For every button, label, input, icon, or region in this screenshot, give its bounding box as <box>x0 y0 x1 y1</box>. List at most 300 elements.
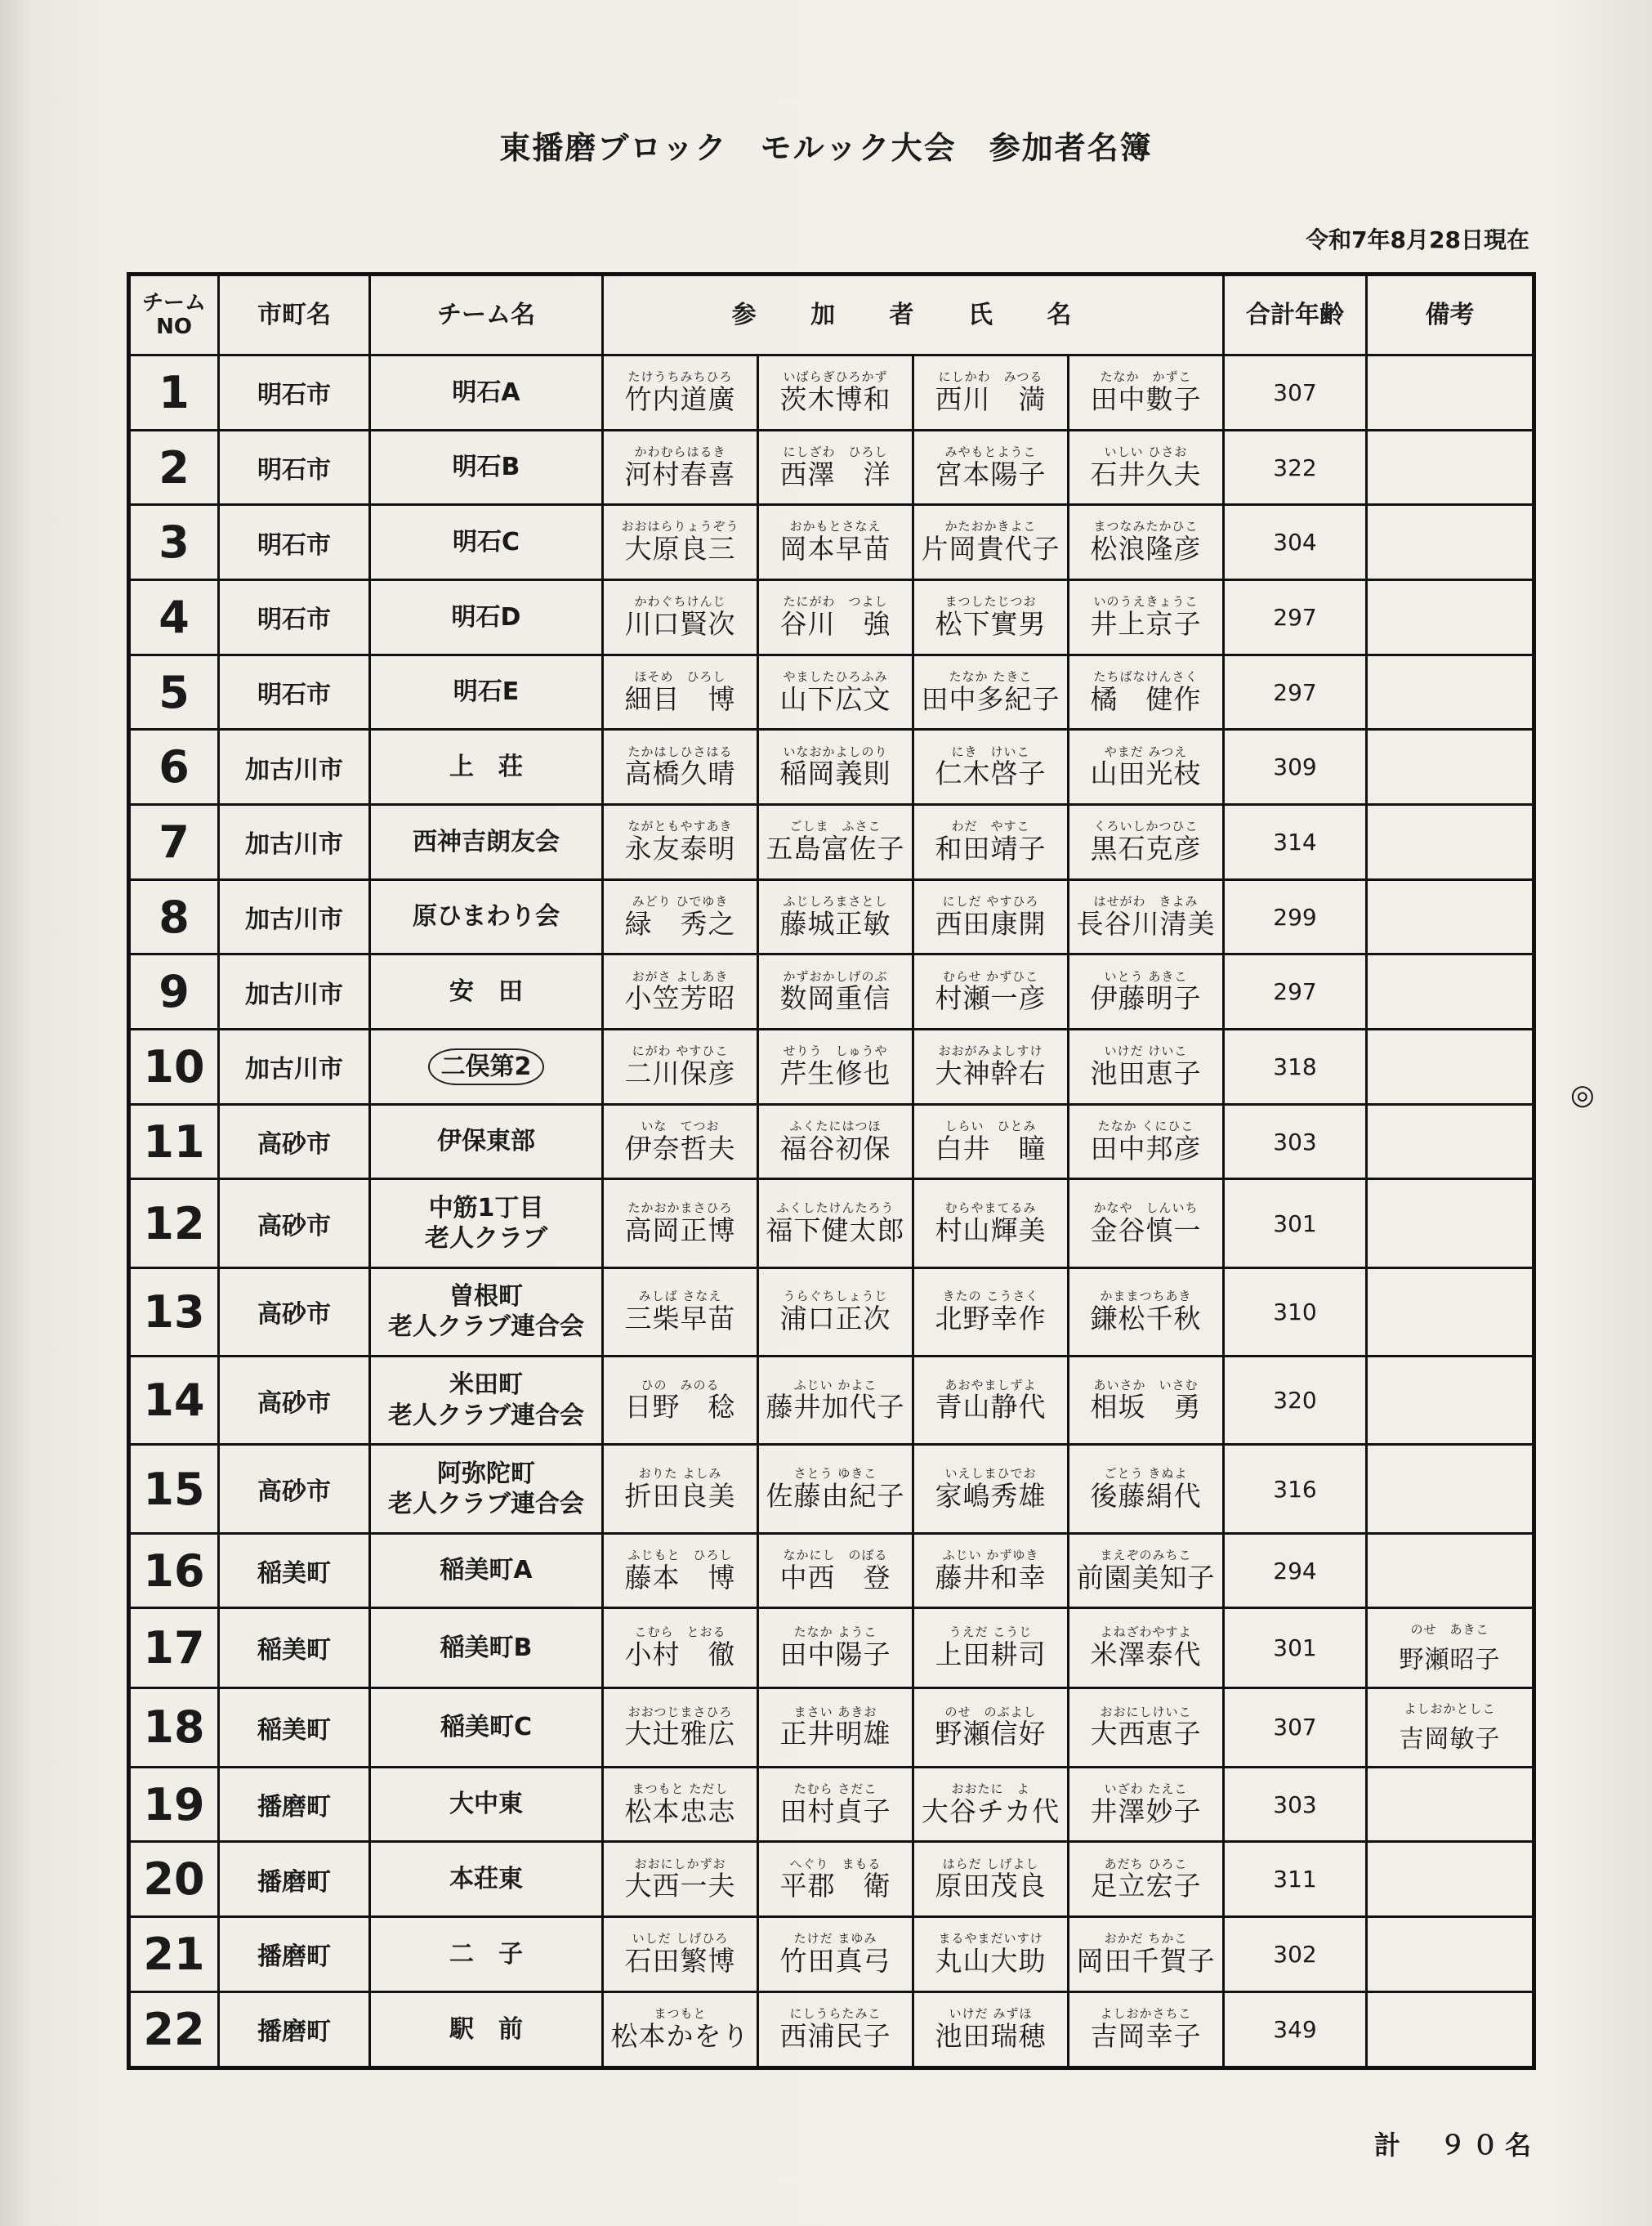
remarks <box>1367 1608 1534 1687</box>
member-name <box>1069 1533 1224 1608</box>
member-name-text: 相坂 勇 <box>1090 1391 1202 1424</box>
city-name: 播磨町 <box>219 1917 370 1992</box>
team-name <box>370 1030 603 1105</box>
remarks <box>1367 1767 1534 1842</box>
member-name <box>913 1357 1069 1445</box>
member-name-text: 大西恵子 <box>1090 1718 1202 1750</box>
member-reading: おりた よしみ <box>638 1465 722 1481</box>
table-row <box>129 1357 1534 1445</box>
member-name <box>1069 879 1224 954</box>
team-name-text: 安 田 <box>449 977 523 1006</box>
member-reading: おおにしかずお <box>634 1856 726 1871</box>
member-name-text: 米澤泰代 <box>1090 1638 1202 1671</box>
member-name <box>1069 1608 1224 1687</box>
member-reading: きたの こうさく <box>942 1289 1039 1304</box>
member-reading: たかおかまさひろ <box>627 1200 733 1215</box>
member-name <box>1069 1030 1224 1105</box>
member-name <box>913 655 1069 730</box>
member-name <box>603 355 758 431</box>
remarks-reading: よしおかとしこ <box>1404 1701 1496 1717</box>
total-age: 307 <box>1224 1687 1367 1767</box>
remarks-name: 野瀬昭子 <box>1399 1645 1501 1674</box>
member-name <box>758 580 913 655</box>
member-name-text: 福下健太郎 <box>766 1214 905 1246</box>
header-city: 市町名 <box>219 275 370 355</box>
member-reading: かなや しんいち <box>1093 1200 1199 1215</box>
member-name <box>1069 430 1224 505</box>
team-name-text: 上 荘 <box>449 752 523 781</box>
as-of-date: 令和7年8月28日現在 <box>1306 226 1529 253</box>
member-name-text: 井上京子 <box>1090 607 1202 640</box>
table-row <box>129 1104 1534 1179</box>
member-name-text: 中西 登 <box>779 1561 891 1594</box>
team-name-text: 明石C <box>452 527 520 556</box>
team-number: 3 <box>129 505 219 580</box>
member-reading: いけだ けいこ <box>1104 1044 1188 1059</box>
team-name-text: 西神吉朗友会 <box>413 827 560 856</box>
table-row <box>129 355 1534 431</box>
table-row <box>129 505 1534 580</box>
member-name-text: 長谷川清美 <box>1076 907 1216 940</box>
member-reading: はせがわ きよみ <box>1093 893 1199 909</box>
total-age: 311 <box>1224 1842 1367 1917</box>
member-name-text: 松浪隆彦 <box>1090 533 1202 565</box>
member-reading: こむら とおる <box>634 1625 726 1640</box>
member-name <box>1069 580 1224 655</box>
member-name <box>603 505 758 580</box>
member-name-text: 大西一夫 <box>624 1870 736 1902</box>
team-name-text: 中筋1丁目 老人クラブ <box>425 1193 547 1254</box>
team-name-text: 二 子 <box>449 1939 523 1969</box>
member-name-text: 竹田真弓 <box>779 1945 891 1978</box>
city-name: 稲美町 <box>219 1687 370 1767</box>
member-name-text: 稲岡義則 <box>779 758 891 790</box>
member-name-text: 野瀬信好 <box>935 1718 1047 1750</box>
team-name <box>370 580 603 655</box>
remarks <box>1367 1104 1534 1179</box>
member-reading: おおたに よ <box>951 1781 1030 1796</box>
member-name-text: 伊藤明子 <box>1090 982 1202 1015</box>
member-name-text: 田中數子 <box>1090 382 1202 415</box>
member-name <box>603 1104 758 1179</box>
city-name: 明石市 <box>219 580 370 655</box>
member-reading: にしだ やすひろ <box>942 893 1039 909</box>
member-reading: おおがみよしすけ <box>938 1044 1043 1059</box>
team-number: 13 <box>129 1267 219 1356</box>
member-reading: あいさか いさむ <box>1093 1377 1199 1392</box>
member-name-text: 上田耕司 <box>935 1638 1047 1671</box>
city-name: 播磨町 <box>219 1842 370 1917</box>
member-name-text: 大原良三 <box>624 533 736 565</box>
roster-table <box>127 272 1536 2070</box>
member-reading: かわぐちけんじ <box>634 594 726 610</box>
team-name-text: 伊保東部 <box>437 1127 535 1156</box>
member-reading: いなおかよしのり <box>783 744 888 759</box>
member-name-text: 黒石克彦 <box>1090 832 1202 865</box>
team-name-text: 明石B <box>452 453 520 482</box>
header-row <box>129 275 1534 355</box>
member-name-text: 西浦民子 <box>779 2019 891 2052</box>
team-name-text: 稲美町C <box>440 1712 533 1741</box>
member-name-text: 白井 瞳 <box>935 1132 1047 1164</box>
member-name-text: 河村春喜 <box>624 458 736 490</box>
team-number: 10 <box>129 1030 219 1105</box>
member-name-text: 正井明雄 <box>779 1718 891 1750</box>
table-row <box>129 1445 1534 1533</box>
table-row <box>129 1687 1534 1767</box>
team-name <box>370 1179 603 1267</box>
team-name-text: 稲美町B <box>440 1633 533 1662</box>
member-name <box>1069 954 1224 1030</box>
table-row <box>129 954 1534 1030</box>
member-name <box>758 1767 913 1842</box>
total-age: 304 <box>1224 505 1367 580</box>
member-reading: うらぐちしょうじ <box>783 1289 888 1304</box>
team-name-text: 駅 前 <box>449 2014 523 2044</box>
total-age: 301 <box>1224 1179 1367 1267</box>
header-members: 参 加 者 氏 名 <box>603 275 1224 355</box>
member-reading: まえぞのみちこ <box>1100 1547 1192 1562</box>
member-name-text: 芹生修也 <box>779 1057 891 1089</box>
member-name-text: 田中邦彦 <box>1090 1132 1202 1164</box>
member-reading: わだ やすこ <box>951 819 1030 834</box>
team-name <box>370 1608 603 1687</box>
member-reading: にき けいこ <box>951 744 1030 759</box>
member-name-text: 福谷初保 <box>779 1132 891 1164</box>
member-name <box>758 1030 913 1105</box>
remarks <box>1367 879 1534 954</box>
table-row <box>129 1179 1534 1267</box>
member-name-text: 田中陽子 <box>779 1638 891 1671</box>
member-name-text: 永友泰明 <box>624 832 736 865</box>
team-name <box>370 1917 603 1992</box>
member-reading: にがわ やすひこ <box>632 1044 729 1059</box>
member-name <box>758 879 913 954</box>
member-reading: いえしまひでお <box>944 1465 1037 1481</box>
team-name <box>370 1767 603 1842</box>
member-name <box>913 1608 1069 1687</box>
member-name <box>758 355 913 431</box>
header-team-name: チーム名 <box>370 275 603 355</box>
member-name-text: 鎌松千秋 <box>1090 1302 1202 1334</box>
member-name-text: 足立宏子 <box>1090 1870 1202 1902</box>
member-name <box>603 655 758 730</box>
total-age: 294 <box>1224 1533 1367 1608</box>
member-reading: おおにしけいこ <box>1100 1704 1192 1719</box>
table-row <box>129 730 1534 805</box>
city-name: 稲美町 <box>219 1533 370 1608</box>
member-reading: よしおかさちこ <box>1100 2006 1192 2022</box>
remarks <box>1367 1687 1534 1767</box>
member-reading: はらだ しげよし <box>942 1856 1039 1871</box>
team-name <box>370 1687 603 1767</box>
member-name <box>603 1687 758 1767</box>
member-name-text: 宮本陽子 <box>935 458 1047 490</box>
member-name <box>758 1687 913 1767</box>
member-name <box>913 1842 1069 1917</box>
member-name-text: 松本忠志 <box>624 1795 736 1827</box>
member-reading: ひの みのる <box>641 1377 720 1392</box>
member-name-text: 平郡 衛 <box>779 1870 891 1902</box>
member-reading: たなか ようこ <box>793 1625 877 1640</box>
member-name <box>913 730 1069 805</box>
member-reading: にしうらたみこ <box>789 2006 882 2022</box>
city-name: 高砂市 <box>219 1445 370 1533</box>
member-name-text: 田村貞子 <box>779 1795 891 1827</box>
member-reading: ごしま ふさこ <box>789 819 882 834</box>
member-reading: ほそめ ひろし <box>634 668 726 684</box>
member-reading: うえだ こうじ <box>949 1625 1033 1640</box>
member-reading: くろいしかつひこ <box>1093 819 1199 834</box>
member-name <box>913 1445 1069 1533</box>
table-row <box>129 1842 1534 1917</box>
member-name <box>1069 1991 1224 2067</box>
member-reading: ごとう きぬよ <box>1104 1465 1188 1481</box>
member-reading: みやもとようこ <box>944 444 1037 459</box>
member-name <box>603 954 758 1030</box>
member-name <box>758 1608 913 1687</box>
team-number: 11 <box>129 1104 219 1179</box>
member-reading: ふじしろまさとし <box>783 893 888 909</box>
remarks <box>1367 730 1534 805</box>
member-name-text: 浦口正次 <box>779 1302 891 1334</box>
member-reading: たにがわ つよし <box>783 594 888 610</box>
total-age: 297 <box>1224 655 1367 730</box>
member-name-text: 小笠芳昭 <box>624 982 736 1015</box>
member-name-text: 村瀬一彦 <box>935 982 1047 1015</box>
total-age: 302 <box>1224 1917 1367 1992</box>
member-name <box>1069 1267 1224 1356</box>
member-reading: のせ のぶよし <box>944 1704 1037 1719</box>
member-reading: ふじもと ひろし <box>627 1547 733 1562</box>
team-number: 2 <box>129 430 219 505</box>
member-name <box>758 1104 913 1179</box>
team-name-text: 明石E <box>453 677 520 707</box>
member-name <box>758 1267 913 1356</box>
member-reading: かわむらはるき <box>634 444 726 459</box>
member-reading: ふじい かずゆき <box>942 1547 1039 1562</box>
member-name <box>758 954 913 1030</box>
member-name-text: 五島富佐子 <box>766 832 905 865</box>
header-team-no-label: チーム NO <box>141 290 206 339</box>
member-name-text: 丸山大助 <box>935 1945 1047 1978</box>
team-name <box>370 505 603 580</box>
member-name-text: 和田靖子 <box>935 832 1047 865</box>
member-name-text: 藤城正敏 <box>779 907 891 940</box>
member-reading: やまだ みつえ <box>1104 744 1188 759</box>
total-age: 316 <box>1224 1445 1367 1533</box>
member-name-text: 川口賢次 <box>624 607 736 640</box>
city-name: 稲美町 <box>219 1608 370 1687</box>
team-name <box>370 1104 603 1179</box>
member-name <box>913 1267 1069 1356</box>
member-name-text: 仁木啓子 <box>935 758 1047 790</box>
member-name-text: 石田繁博 <box>624 1945 736 1978</box>
city-name: 高砂市 <box>219 1357 370 1445</box>
member-name <box>603 1267 758 1356</box>
member-name <box>603 1179 758 1267</box>
team-number: 9 <box>129 954 219 1030</box>
member-reading: おかもとさなえ <box>789 519 882 534</box>
member-reading: やましたひろふみ <box>783 668 888 684</box>
member-reading: かずおかしげのぶ <box>783 968 888 984</box>
member-name <box>758 1533 913 1608</box>
member-name <box>758 505 913 580</box>
member-name <box>913 1991 1069 2067</box>
member-name-text: 池田恵子 <box>1090 1057 1202 1089</box>
member-reading: たむら さだこ <box>793 1781 877 1796</box>
member-name <box>603 1991 758 2067</box>
city-name: 加古川市 <box>219 954 370 1030</box>
member-name-text: 片岡貴代子 <box>921 533 1060 565</box>
team-name <box>370 355 603 431</box>
remarks <box>1367 1533 1534 1608</box>
member-reading: さとう ゆきこ <box>793 1465 877 1481</box>
member-name-text: 松下實男 <box>935 607 1047 640</box>
remarks-name: 吉岡敏子 <box>1399 1725 1501 1754</box>
member-name <box>913 805 1069 880</box>
member-reading: かままつちあき <box>1100 1289 1192 1304</box>
member-reading: まるやまだいすけ <box>938 1931 1043 1947</box>
total-age: 314 <box>1224 805 1367 880</box>
city-name: 播磨町 <box>219 1991 370 2067</box>
member-name-text: 田中多紀子 <box>921 682 1060 715</box>
member-name-text: 岡田千賀子 <box>1076 1945 1216 1978</box>
member-name-text: 金谷慎一 <box>1090 1214 1202 1246</box>
remarks <box>1367 1445 1534 1533</box>
member-name-text: 三柴早苗 <box>624 1302 736 1334</box>
member-name-text: 橘 健作 <box>1090 682 1202 715</box>
total-age: 310 <box>1224 1267 1367 1356</box>
city-name: 加古川市 <box>219 879 370 954</box>
member-name-text: 大神幹右 <box>935 1057 1047 1089</box>
member-name <box>603 1030 758 1105</box>
total-age: 307 <box>1224 355 1367 431</box>
member-name-text: 伊奈哲夫 <box>624 1132 736 1164</box>
member-name <box>913 505 1069 580</box>
total-age: 297 <box>1224 580 1367 655</box>
team-number: 15 <box>129 1445 219 1533</box>
team-name <box>370 655 603 730</box>
member-reading: たけうちみちひろ <box>627 369 733 385</box>
team-number: 22 <box>129 1991 219 2067</box>
member-name <box>758 1991 913 2067</box>
remarks <box>1367 505 1534 580</box>
member-reading: せりう しゅうや <box>783 1044 888 1059</box>
table-row <box>129 1030 1534 1105</box>
member-name-text: 山下広文 <box>779 682 891 715</box>
member-name-text: 西澤 洋 <box>779 458 891 490</box>
city-name: 播磨町 <box>219 1767 370 1842</box>
member-name-text: 井澤妙子 <box>1090 1795 1202 1827</box>
member-name <box>603 1445 758 1533</box>
city-name: 高砂市 <box>219 1104 370 1179</box>
member-name-text: 藤井加代子 <box>766 1391 905 1424</box>
member-name <box>913 1104 1069 1179</box>
member-reading: いしだ しげひろ <box>632 1931 729 1947</box>
member-name <box>603 1608 758 1687</box>
remarks <box>1367 1991 1534 2067</box>
member-name-text: 後藤絹代 <box>1090 1479 1202 1512</box>
member-name-text: 竹内道廣 <box>624 382 736 415</box>
member-name <box>603 580 758 655</box>
member-name <box>913 954 1069 1030</box>
team-name <box>370 730 603 805</box>
team-name <box>370 1445 603 1533</box>
member-name-text: 谷川 強 <box>779 607 891 640</box>
table-row <box>129 879 1534 954</box>
team-number: 4 <box>129 580 219 655</box>
member-name <box>1069 1104 1224 1179</box>
member-reading: おかだ ちかこ <box>1104 1931 1188 1947</box>
city-name: 加古川市 <box>219 730 370 805</box>
header-total-age: 合計年齢 <box>1224 275 1367 355</box>
total-age: 318 <box>1224 1030 1367 1105</box>
member-name <box>603 1533 758 1608</box>
member-name <box>603 879 758 954</box>
member-name <box>603 430 758 505</box>
member-name <box>913 1917 1069 1992</box>
member-name-text: 日野 稔 <box>624 1391 736 1424</box>
team-name <box>370 1357 603 1445</box>
member-reading: たけだ まゆみ <box>793 1931 877 1947</box>
team-number: 14 <box>129 1357 219 1445</box>
member-name <box>603 730 758 805</box>
member-reading: まつしたじつお <box>944 594 1037 610</box>
member-reading: いざわ たえこ <box>1104 1781 1188 1796</box>
team-name-text: 二俣第2 <box>428 1048 545 1086</box>
member-name-text: 西田康開 <box>935 907 1047 940</box>
member-name <box>1069 805 1224 880</box>
remarks <box>1367 1917 1534 1992</box>
team-number: 1 <box>129 355 219 431</box>
remarks <box>1367 1267 1534 1356</box>
member-name-text: 高岡正博 <box>624 1214 736 1246</box>
member-reading: にしかわ みつる <box>938 369 1043 385</box>
member-reading: まさい あきお <box>793 1704 877 1719</box>
member-reading: いけだ みずほ <box>949 2006 1033 2022</box>
total-count: 計 ９０名 <box>1373 2130 1538 2161</box>
member-name <box>913 1533 1069 1608</box>
member-name-text: 吉岡幸子 <box>1090 2019 1202 2052</box>
remarks <box>1367 1030 1534 1105</box>
team-name-text: 大中東 <box>449 1790 523 1819</box>
member-reading: へぐり まもる <box>789 1856 882 1871</box>
member-reading: まつもと ただし <box>632 1781 729 1796</box>
total-age: 299 <box>1224 879 1367 954</box>
team-name <box>370 805 603 880</box>
member-name <box>758 1179 913 1267</box>
member-name <box>913 1030 1069 1105</box>
member-reading: むらせ かずひこ <box>942 968 1039 984</box>
table-row <box>129 1608 1534 1687</box>
team-name-text: 原ひまわり会 <box>413 902 560 932</box>
member-name-text: 茨木博和 <box>779 382 891 415</box>
city-name: 加古川市 <box>219 805 370 880</box>
team-name <box>370 879 603 954</box>
member-name <box>758 1917 913 1992</box>
member-reading: なかにし のぼる <box>783 1547 888 1562</box>
member-reading: ふくしたけんたろう <box>776 1200 895 1215</box>
member-reading: おおつじまさひろ <box>627 1704 733 1719</box>
city-name: 高砂市 <box>219 1179 370 1267</box>
city-name: 明石市 <box>219 430 370 505</box>
team-number: 18 <box>129 1687 219 1767</box>
member-name <box>1069 730 1224 805</box>
team-name-text: 本荘東 <box>449 1865 523 1894</box>
member-name-text: 佐藤由紀子 <box>766 1479 905 1512</box>
total-age: 297 <box>1224 954 1367 1030</box>
